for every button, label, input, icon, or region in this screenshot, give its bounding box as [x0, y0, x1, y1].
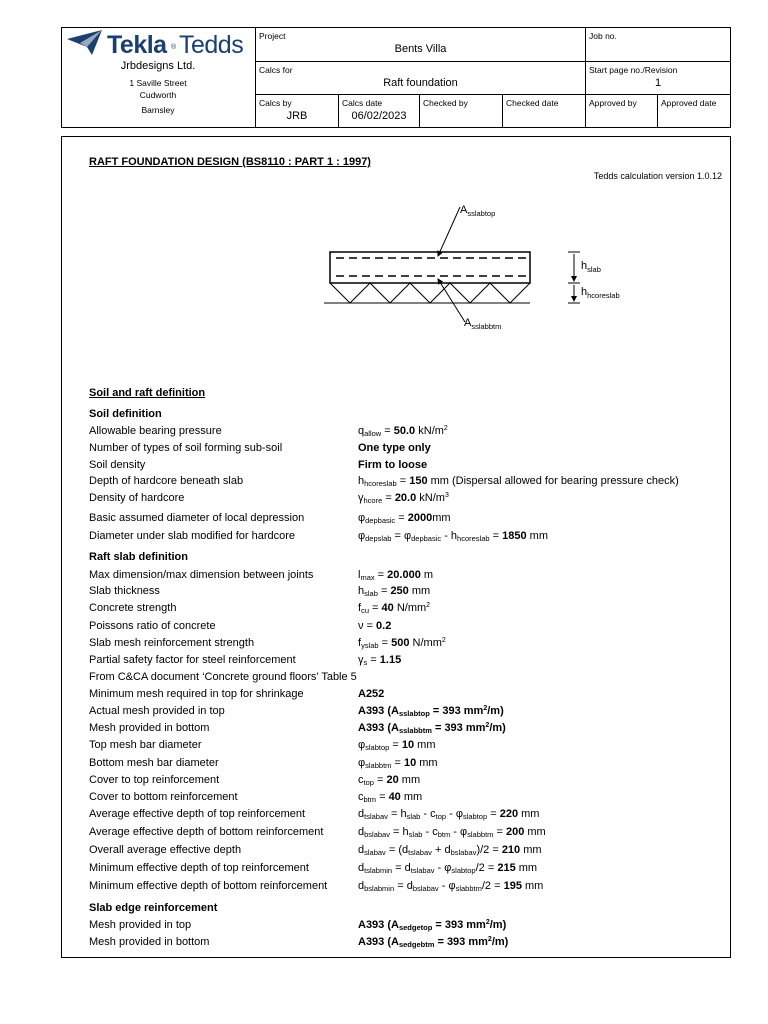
- edge-btm-value: A393 ($A_{sedgebtm} = 393$ $mm^2/m$): [358, 936, 509, 949]
- cca-note: From C&CA document ‘Concrete ground floors’ Table 5: [89, 671, 357, 683]
- dep-slab-value: $\varphi_{depslab} = \varphi_{depbasic} - h_{hcoreslab} = 1850$ mm: [358, 530, 548, 543]
- section-soil-raft: Soil and raft definition: [89, 387, 206, 399]
- bottom-mesh-arrow: [438, 279, 465, 322]
- row-label: Slab mesh reinforcement strength: [89, 637, 255, 649]
- row-label: Overall average effective depth: [89, 844, 242, 856]
- row-label: Minimum mesh required in top for shrinkage: [89, 688, 304, 700]
- d-avg-value: $d_{slabav} = (d_{tslabav} + d_{bslabav})/2 = 210$ mm: [358, 844, 542, 857]
- hardcore-hatching: [330, 283, 530, 303]
- row-label: Allowable bearing pressure: [89, 425, 222, 437]
- cover-top-value: $c_{top} = 20$ mm: [358, 774, 421, 787]
- d-btm-value: $d_{bslabav} = h_{slab} - c_{btm} - \varphi_{slabbtm} = 200$ mm: [358, 826, 546, 839]
- cover-btm-value: $c_{btm} = 40$ mm: [358, 791, 423, 804]
- label-as-btm: $A_{sslabbtm}$: [464, 317, 502, 331]
- row-label: Average effective depth of bottom reinforcement: [89, 826, 324, 838]
- min-mesh-value: A252: [358, 688, 385, 700]
- d-top-value: $d_{tslabav} = h_{slab} - c_{top} - \varphi_{slabtop} = 220$ mm: [358, 808, 540, 821]
- calcs-by-caption: Calcs by: [259, 98, 292, 108]
- tekla-logo-icon: [67, 30, 103, 56]
- brand-tekla: Tekla: [107, 31, 167, 59]
- address-line: Barnsley: [141, 105, 175, 115]
- job-no-caption: Job no.: [589, 31, 617, 41]
- address-line: 1 Saville Street: [129, 78, 187, 88]
- company-name: Jrbdesigns Ltd.: [120, 60, 196, 72]
- row-label: Diameter under slab modified for hardcore: [89, 530, 296, 542]
- checked-date-caption: Checked date: [506, 98, 559, 108]
- row-label: Soil density: [89, 459, 146, 471]
- section-raft-slab: Raft slab definition: [89, 551, 188, 563]
- calc-sheet-header: [61, 27, 731, 128]
- checked-by-caption: Checked by: [423, 98, 468, 108]
- bar-btm-value: $\varphi_{slabbtm} = 10$ mm: [358, 757, 438, 770]
- brand-tedds: Tedds: [179, 31, 244, 59]
- row-label: Average effective depth of top reinforcement: [89, 808, 306, 820]
- row-label: Concrete strength: [89, 602, 177, 614]
- row-label: Depth of hardcore beneath slab: [89, 475, 244, 487]
- row-label: Cover to bottom reinforcement: [89, 791, 238, 803]
- row-label: Partial safety factor for steel reinforcement: [89, 654, 296, 666]
- fcu-value: $f_{cu} = 40$ $N/mm^2$: [358, 602, 431, 615]
- gamma-s-value: $\gamma_s = 1.15$: [358, 654, 402, 667]
- d-min-btm-value: $d_{bslabmin} = d_{bslabav} - \varphi_{slabbtm}/2 = 195$ mm: [358, 880, 544, 893]
- brand-registered: ®: [171, 44, 176, 51]
- row-label: Poissons ratio of concrete: [89, 620, 216, 632]
- bearing-value: $q_{allow} = 50.0$ $kN/m^2$: [358, 425, 448, 438]
- hardcore-depth-value: $h_{hcoreslab} = 150$ mm (Dispersal allowed for bearing pressure check): [358, 475, 679, 488]
- row-label: Mesh provided in bottom: [89, 722, 210, 734]
- section-soil: Soil definition: [89, 408, 162, 420]
- calcs-by-value: JRB: [286, 110, 308, 122]
- hslab-value: $h_{slab} = 250$ mm: [358, 585, 431, 598]
- row-label: Max dimension/max dimension between joints: [89, 569, 314, 581]
- calcs-date-caption: Calcs date: [342, 98, 383, 108]
- mesh-top-value: A393 ($A_{sslabtop} = 393$ $mm^2/m$): [358, 705, 504, 718]
- soil-density-value: Firm to loose: [358, 459, 428, 471]
- label-as-top: $A_{sslabtop}$: [460, 204, 496, 218]
- dep-basic-value: $\varphi_{depbasic} = 2000mm$: [358, 512, 451, 525]
- tekla-tedds-logo: [67, 30, 253, 59]
- row-label: Mesh provided in bottom: [89, 936, 210, 948]
- document-title: RAFT FOUNDATION DESIGN (BS8110 : PART 1 : 1997): [89, 156, 371, 168]
- calcs-for-value: Raft foundation: [383, 77, 458, 89]
- row-label: Basic assumed diameter of local depression: [89, 512, 305, 524]
- d-min-top-value: $d_{tslabmin} = d_{tslabav} - \varphi_{slabtop}/2 = 215$ mm: [358, 862, 538, 875]
- row-label: Actual mesh provided in top: [89, 705, 225, 717]
- row-label: Number of types of soil forming sub-soil: [89, 442, 283, 454]
- row-label: Bottom mesh bar diameter: [89, 757, 219, 769]
- calcs-for-caption: Calcs for: [259, 65, 293, 75]
- section-slab-edge: Slab edge reinforcement: [89, 902, 218, 914]
- calc-version: Tedds calculation version 1.0.12: [593, 171, 722, 181]
- calcs-date-value: 06/02/2023: [351, 110, 407, 122]
- start-page-value: 1: [654, 77, 662, 89]
- edge-top-value: A393 ($A_{sedgetop} = 393$ $mm^2/m$): [358, 919, 507, 932]
- bar-top-value: $\varphi_{slabtop} = 10$ mm: [358, 739, 436, 752]
- project-caption: Project: [259, 31, 286, 41]
- slab-outline: [330, 252, 530, 283]
- fyslab-value: $f_{yslab} = 500$ $N/mm^2$: [358, 637, 446, 650]
- row-label: Density of hardcore: [89, 492, 185, 504]
- row-label: Minimum effective depth of bottom reinforcement: [89, 880, 328, 892]
- approved-date-caption: Approved date: [661, 98, 717, 108]
- row-label: Slab thickness: [89, 585, 160, 597]
- lmax-value: $l_{max} = 20.000$ m: [358, 569, 434, 582]
- poisson-value: ν = 0.2: [358, 620, 392, 632]
- project-value: Bents Villa: [394, 43, 447, 55]
- label-h-slab: $h_{slab}$: [581, 260, 601, 274]
- label-h-hcore: $h_{hcoreslab}$: [581, 286, 620, 300]
- top-mesh-arrow: [438, 207, 460, 256]
- address-line: Cudworth: [139, 90, 177, 100]
- hardcore-density-value: $\gamma_{hcore} = 20.0$ $kN/m^3$: [358, 492, 449, 505]
- raft-slab-diagram: [300, 195, 640, 345]
- row-label: Minimum effective depth of top reinforcement: [89, 862, 309, 874]
- approved-by-caption: Approved by: [589, 98, 637, 108]
- start-page-caption: Start page no./Revision: [589, 65, 678, 75]
- soil-types-value: One type only: [358, 442, 431, 454]
- row-label: Cover to top reinforcement: [89, 774, 220, 786]
- row-label: Top mesh bar diameter: [89, 739, 202, 751]
- mesh-btm-value: A393 ($A_{sslabbtm} = 393$ $mm^2/m$): [358, 722, 506, 735]
- row-label: Mesh provided in top: [89, 919, 192, 931]
